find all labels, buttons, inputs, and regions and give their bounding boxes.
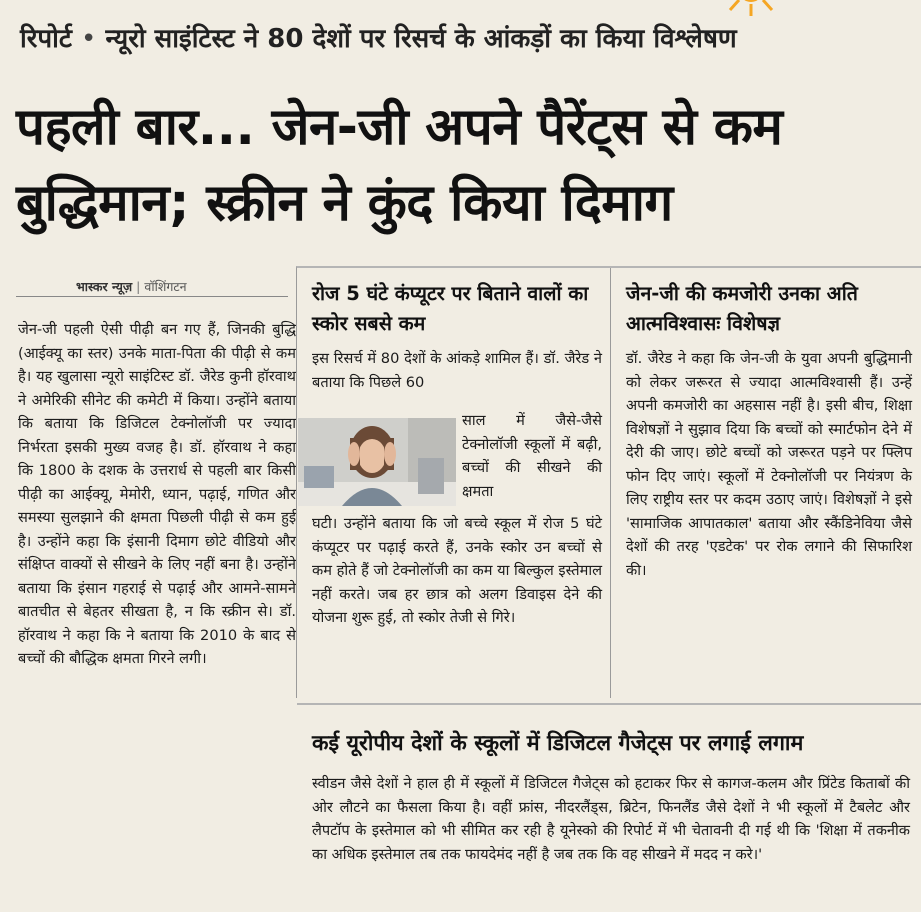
byline-source: भास्कर न्यूज़	[76, 279, 133, 294]
student-photo-illustration	[298, 418, 456, 506]
middle-box-heading: रोज 5 घंटे कंप्यूटर पर बिताने वालों का स्कोर सबसे कम	[312, 282, 589, 335]
right-box-text: डॉ. जैरेड ने कहा कि जेन-जी के युवा अपनी बुद्धिमानी को लेकर जरूरत से ज्यादा आत्मविश्वासी हैं। उन्हें अपनी कमजोरी का अहसास नहीं है। इसी बीच, शिक्षा विशेषज्ञों ने सुझाव दिया कि बच्चों को स्मार्टफोन देने में देरी की जाए। छोटे बच्चों को जरूरत पड़ने पर फ्लिप फोन दिए जाएं। स्कूलों में टेक्नोलॉजी पर नियंत्रण के लिए राष्ट्रीय स्तर पर कदम उठाए जाएं। विशेषज्ञों ने इसे 'सामाजिक आपातकाल' बताया और स्कैंडिनेविया जैसे देशों की तरह 'एडटेक' पर रोक लगाने की सिफारिश की।	[626, 350, 912, 579]
sun-icon	[718, 0, 784, 18]
byline-city: वॉशिंगटन	[144, 279, 187, 294]
byline	[76, 278, 187, 295]
middle-box-text-1: इस रिसर्च में 80 देशों के आंकड़े शामिल हैं। डॉ. जैरेड ने बताया कि पिछले 60	[312, 350, 602, 391]
middle-box-text-2: साल में जैसे-जैसे टेक्नोलॉजी स्कूलों में बढ़ी, बच्चों की सीखने की क्षमता	[462, 412, 602, 500]
left-column-text: जेन-जी पहली ऐसी पीढ़ी बन गए हैं, जिनकी बुद्धि (आईक्यू का स्तर) उनके माता-पिता की पीढ़ी से कम है। यह खुलासा न्यूरो साइंटिस्ट डॉ. जैरेड कुनी हॉरवाथ ने अमेरिकी सीनेट की कमेटी में किया। उन्होंने बताया कि बताया कि डिजिटल टेक्नोलॉजी पर ज्यादा निर्भरता इसकी मुख्य वजह है। डॉ. हॉरवाथ ने कहा कि 1800 के दशक के उत्तरार्ध से पहली बार किसी पीढ़ी का आईक्यू, मेमोरी, ध्यान, पढ़ाई, गणित और समस्या सुलझाने की क्षमता पिछली पीढ़ी से कम हुई है। उन्होंने कहा कि इंसानी दिमाग छोटे वीडियो और संक्षिप्त वाक्यों से सीखने के लिए नहीं बना है। उन्होंने बताया कि इंसान गहराई से पढ़ाई और आमने-सामने बातचीत से बेहतर सीखता है, न कि स्क्रीन से। डॉ. हॉरवाथ ने कहा कि ने बताया कि 2010 के बाद से बच्चों की बौद्धिक क्षमता गिरने लगी।	[18, 321, 296, 667]
bottom-box-text: स्वीडन जैसे देशों ने हाल ही में स्कूलों में डिजिटल गैजेट्स को हटाकर फिर से कागज-कलम और प्रिंटेड किताबों की ओर लौटने का फैसला किया है। वहीं फ्रांस, नीदरलैंड्स, ब्रिटेन, फिनलैंड जैसे देशों ने भी स्कूलों में टैबलेट और लैपटॉप के इस्तेमाल को भी सीमित कर रही है यूनेस्को की रिपोर्ट में भी चेतावनी दी गई थी कि 'शिक्षा में तकनीक का अधिक इस्तेमाल तब तक फायदेमंद नहीं है जब तक कि वह सीखने में मदद न करे।'	[312, 775, 910, 863]
bottom-box-heading: कई यूरोपीय देशों के स्कूलों में डिजिटल गैजेट्स पर लगाई लगाम	[312, 731, 804, 756]
middle-box-text-3: घटी। उन्होंने बताया कि जो बच्चे स्कूल में रोज 5 घंटे कंप्यूटर पर पढ़ाई करते हैं, उनके स्कोर उन बच्चों से कम होते हैं जो टेक्नोलॉजी का कम या बिल्कुल इस्तेमाल नहीं करते। जब हर छात्र को अलग डिवाइस देने की योजना शुरू हुई, तो स्कोर तेजी से गिरे।	[312, 515, 602, 626]
byline-rule	[16, 296, 288, 297]
kicker-text: न्यूरो साइंटिस्ट ने 80 देशों पर रिसर्च के आंकड़ों का किया विश्लेषण	[105, 24, 737, 54]
right-box-heading: जेन-जी की कमजोरी उनका अति आत्मविश्वासः विशेषज्ञ	[626, 282, 858, 335]
kicker-bullet: •	[81, 24, 97, 54]
headline	[16, 90, 916, 242]
stressed-student-photo	[298, 418, 456, 506]
headline-line-2: बुद्धिमान; स्क्रीन ने कुंद किया दिमाग	[16, 174, 673, 233]
byline-separator: |	[136, 279, 141, 294]
headline-line-1: पहली बार... जेन-जी अपने पैरेंट्स से कम	[16, 98, 783, 157]
kicker-line	[20, 22, 910, 56]
kicker-label: रिपोर्ट	[20, 24, 72, 54]
